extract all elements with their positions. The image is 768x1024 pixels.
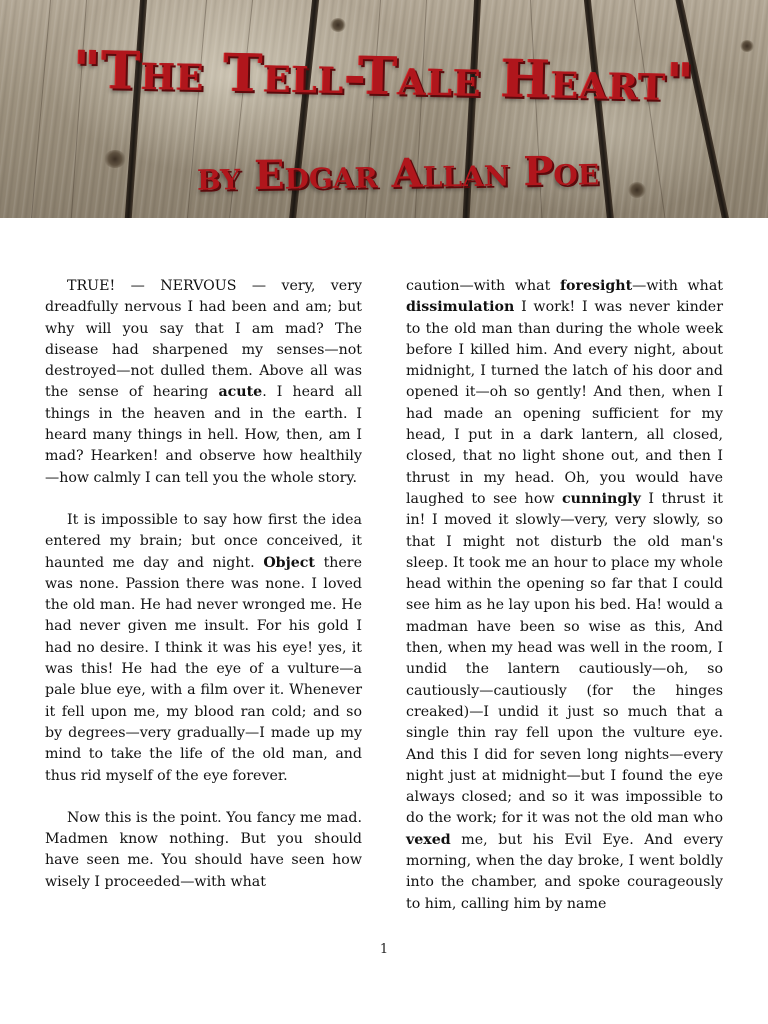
text-run: I work! I was never kinder to the old man than during the whole week before I killed him. And every night, about midnight, I turned the latch of his door and opened it—oh so gently! And then, when I had made an opening sufficient for my head, I put in a dark lantern, all closed, closed, that no light shone out, and then I thrust in my head. Oh, you would have laughed to see how <box>406 299 723 507</box>
emphasis-word: vexed <box>406 831 451 848</box>
paragraph <box>406 276 723 915</box>
text-run: there was none. Passion there was none. I loved the old man. He had never wronged me. He had never given me insult. For his gold I had no desire. I think it was his eye! yes, it was this! He had the eye of a vulture—a pale blue eye, with a film over it. Whenever it fell upon me, my blood ran cold; and so by degrees—very gradually—I made up my mind to take the life of the old man, and thus rid myself of the eye forever. <box>45 554 362 784</box>
text-run: —with what <box>632 278 723 294</box>
text-column-left <box>45 276 362 914</box>
text-run: Now this is the point. You fancy me mad. Madmen know nothing. But you should have seen me. You should have seen how wisely I proceeded—with what <box>45 809 362 890</box>
emphasis-word: dissimulation <box>406 299 515 316</box>
page-number: 1 <box>379 942 389 957</box>
text-run: TRUE! — NERVOUS — very, very dreadfully nervous I had been and am; but why will you say that I am mad? The disease had sharpened my senses—not destroyed—not dulled them. Above all was the sense of hearing <box>45 278 362 401</box>
document-title: "The Tell-Tale Heart" <box>72 39 696 114</box>
text-run: I thrust it in! I moved it slowly—very, very slowly, so that I might not disturb the old man's sleep. It took me an hour to place my whole head within the opening so far that I could see him as he lay upon his bed. Ha! would a madman have been so wise as this, And then, when my head was well in the room, I undid the lantern cautiously—oh, so cautiously—cautiously (for the hinges creaked)—I undid it just so much that a single thin ray fell upon the vulture eye. And this I did for seven long nights—every night just at midnight—but I found the eye always closed; and so it was impossible to do the work; for it was not the old man who <box>406 490 723 827</box>
emphasis-word: cunningly <box>562 490 641 507</box>
paragraph <box>45 510 362 787</box>
text-run: . I heard all things in the heaven and in the earth. I heard many things in hell. How, then, am I mad? Hearken! and observe how healthily—how calmly I can tell you the whole story. <box>45 384 362 486</box>
emphasis-word: Object <box>263 554 315 571</box>
emphasis-word: foresight <box>559 278 633 294</box>
text-column-right <box>406 276 723 936</box>
emphasis-word: acute <box>218 384 263 401</box>
text-run: me, but his Evil Eye. And every morning, when the day broke, I went boldly into the chamber, and spoke courageously to him, calling him by name <box>406 831 723 912</box>
text-run: caution—with what <box>406 278 560 294</box>
title-banner <box>0 0 768 218</box>
paragraph <box>45 276 362 489</box>
text-run: It is impossible to say how first the idea entered my brain; but once conceived, it haunted me day and night. <box>45 511 362 571</box>
paragraph <box>45 808 362 893</box>
author-byline: by Edgar Allan Poe <box>196 147 600 200</box>
